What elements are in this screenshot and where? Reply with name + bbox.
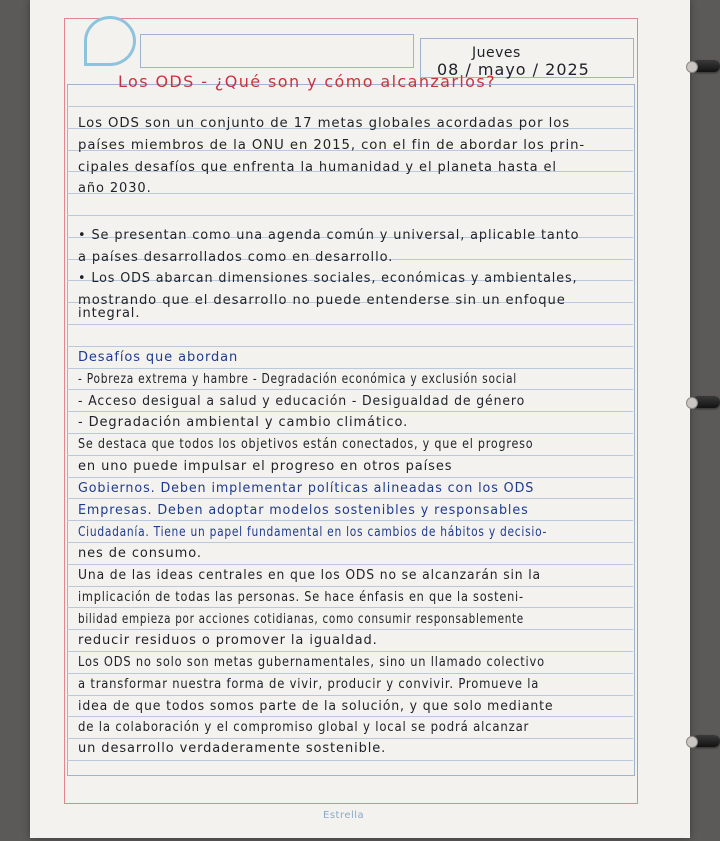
ruled-line <box>67 498 633 499</box>
text-line: Los ODS no solo son metas gubernamentales, sino un llamado colectivo <box>78 655 545 670</box>
notebook-brand: Estrella <box>323 810 365 821</box>
text-line: bilidad empieza por acciones cotidianas, como consumir responsablemente <box>78 612 524 627</box>
challenge-line: - Degradación ambiental y cambio climático. <box>78 415 409 430</box>
ruled-line <box>67 433 633 434</box>
ruled-line <box>67 368 633 369</box>
ruled-line <box>67 455 633 456</box>
ruled-line <box>67 477 633 478</box>
text-line: año 2030. <box>78 181 152 196</box>
text-line: de la colaboración y el compromiso global y local se podrá alcanzar <box>78 720 530 735</box>
ruled-line <box>67 738 633 739</box>
bullet-line: a países desarrollados como en desarrollo. <box>78 250 394 265</box>
date: 08 / mayo / 2025 <box>437 60 590 79</box>
ruled-line <box>67 324 633 325</box>
ruled-line <box>67 673 633 674</box>
ruled-line <box>67 760 633 761</box>
text-line: a transformar nuestra forma de vivir, producir y convivir. Promueve la <box>78 677 540 692</box>
ruled-line <box>67 389 633 390</box>
ruled-line <box>67 193 633 194</box>
ruled-line <box>67 542 633 543</box>
weekday: Jueves <box>472 45 521 61</box>
text-line: un desarrollo verdaderamente sostenible. <box>78 741 387 756</box>
ruled-line <box>67 586 633 587</box>
page-title: Los ODS - ¿Qué son y cómo alcanzarlos? <box>118 72 497 91</box>
bullet-line: integral. <box>78 306 141 321</box>
ruled-line <box>67 520 633 521</box>
binder-ring <box>692 60 720 72</box>
text-line: nes de consumo. <box>78 546 202 561</box>
binder-ring <box>692 396 720 408</box>
text-line: cipales desafíos que enfrenta la humanidad y el planeta hasta el <box>78 160 557 175</box>
ruled-line <box>67 716 633 717</box>
text-line: Empresas. Deben adoptar modelos sostenibles y responsables <box>78 503 529 518</box>
text-line: en uno puede impulsar el progreso en otros países <box>78 459 453 474</box>
challenge-line: - Acceso desigual a salud y educación - Desigualdad de género <box>78 394 526 409</box>
ruled-line <box>67 629 633 630</box>
name-box <box>140 34 414 68</box>
challenge-line: - Pobreza extrema y hambre - Degradación económica y exclusión social <box>78 372 517 387</box>
bullet-line: mostrando que el desarrollo no puede entenderse sin un enfoque <box>78 293 566 308</box>
text-line: Los ODS son un conjunto de 17 metas globales acordadas por los <box>78 116 571 131</box>
text-line: Una de las ideas centrales en que los ODS no se alcanzarán sin la <box>78 568 541 583</box>
text-line: idea de que todos somos parte de la solución, y que solo mediante <box>78 699 554 714</box>
ruled-line <box>67 607 633 608</box>
text-line: países miembros de la ONU en 2015, con el fin de abordar los prin- <box>78 138 586 153</box>
ruled-line <box>67 564 633 565</box>
ruled-line <box>67 651 633 652</box>
text-line: Gobiernos. Deben implementar políticas alineadas con los ODS <box>78 481 535 496</box>
text-line: Se destaca que todos los objetivos están conectados, y que el progreso <box>78 437 534 452</box>
text-line: reducir residuos o promover la igualdad. <box>78 633 378 648</box>
ruled-line <box>67 106 633 107</box>
challenges-heading: Desafíos que abordan <box>78 350 239 365</box>
binder-ring <box>692 735 720 747</box>
ruled-line <box>67 695 633 696</box>
bullet-line: • Los ODS abarcan dimensiones sociales, económicas y ambientales, <box>78 271 578 286</box>
notebook-logo-icon <box>84 16 136 66</box>
ruled-line <box>67 215 633 216</box>
bullet-line: • Se presentan como una agenda común y universal, aplicable tanto <box>78 228 580 243</box>
text-line: Ciudadanía. Tiene un papel fundamental en los cambios de hábitos y decisio- <box>78 525 548 540</box>
text-line: implicación de todas las personas. Se hace énfasis en que la sosteni- <box>78 590 524 605</box>
ruled-line <box>67 346 633 347</box>
ruled-line <box>67 411 633 412</box>
